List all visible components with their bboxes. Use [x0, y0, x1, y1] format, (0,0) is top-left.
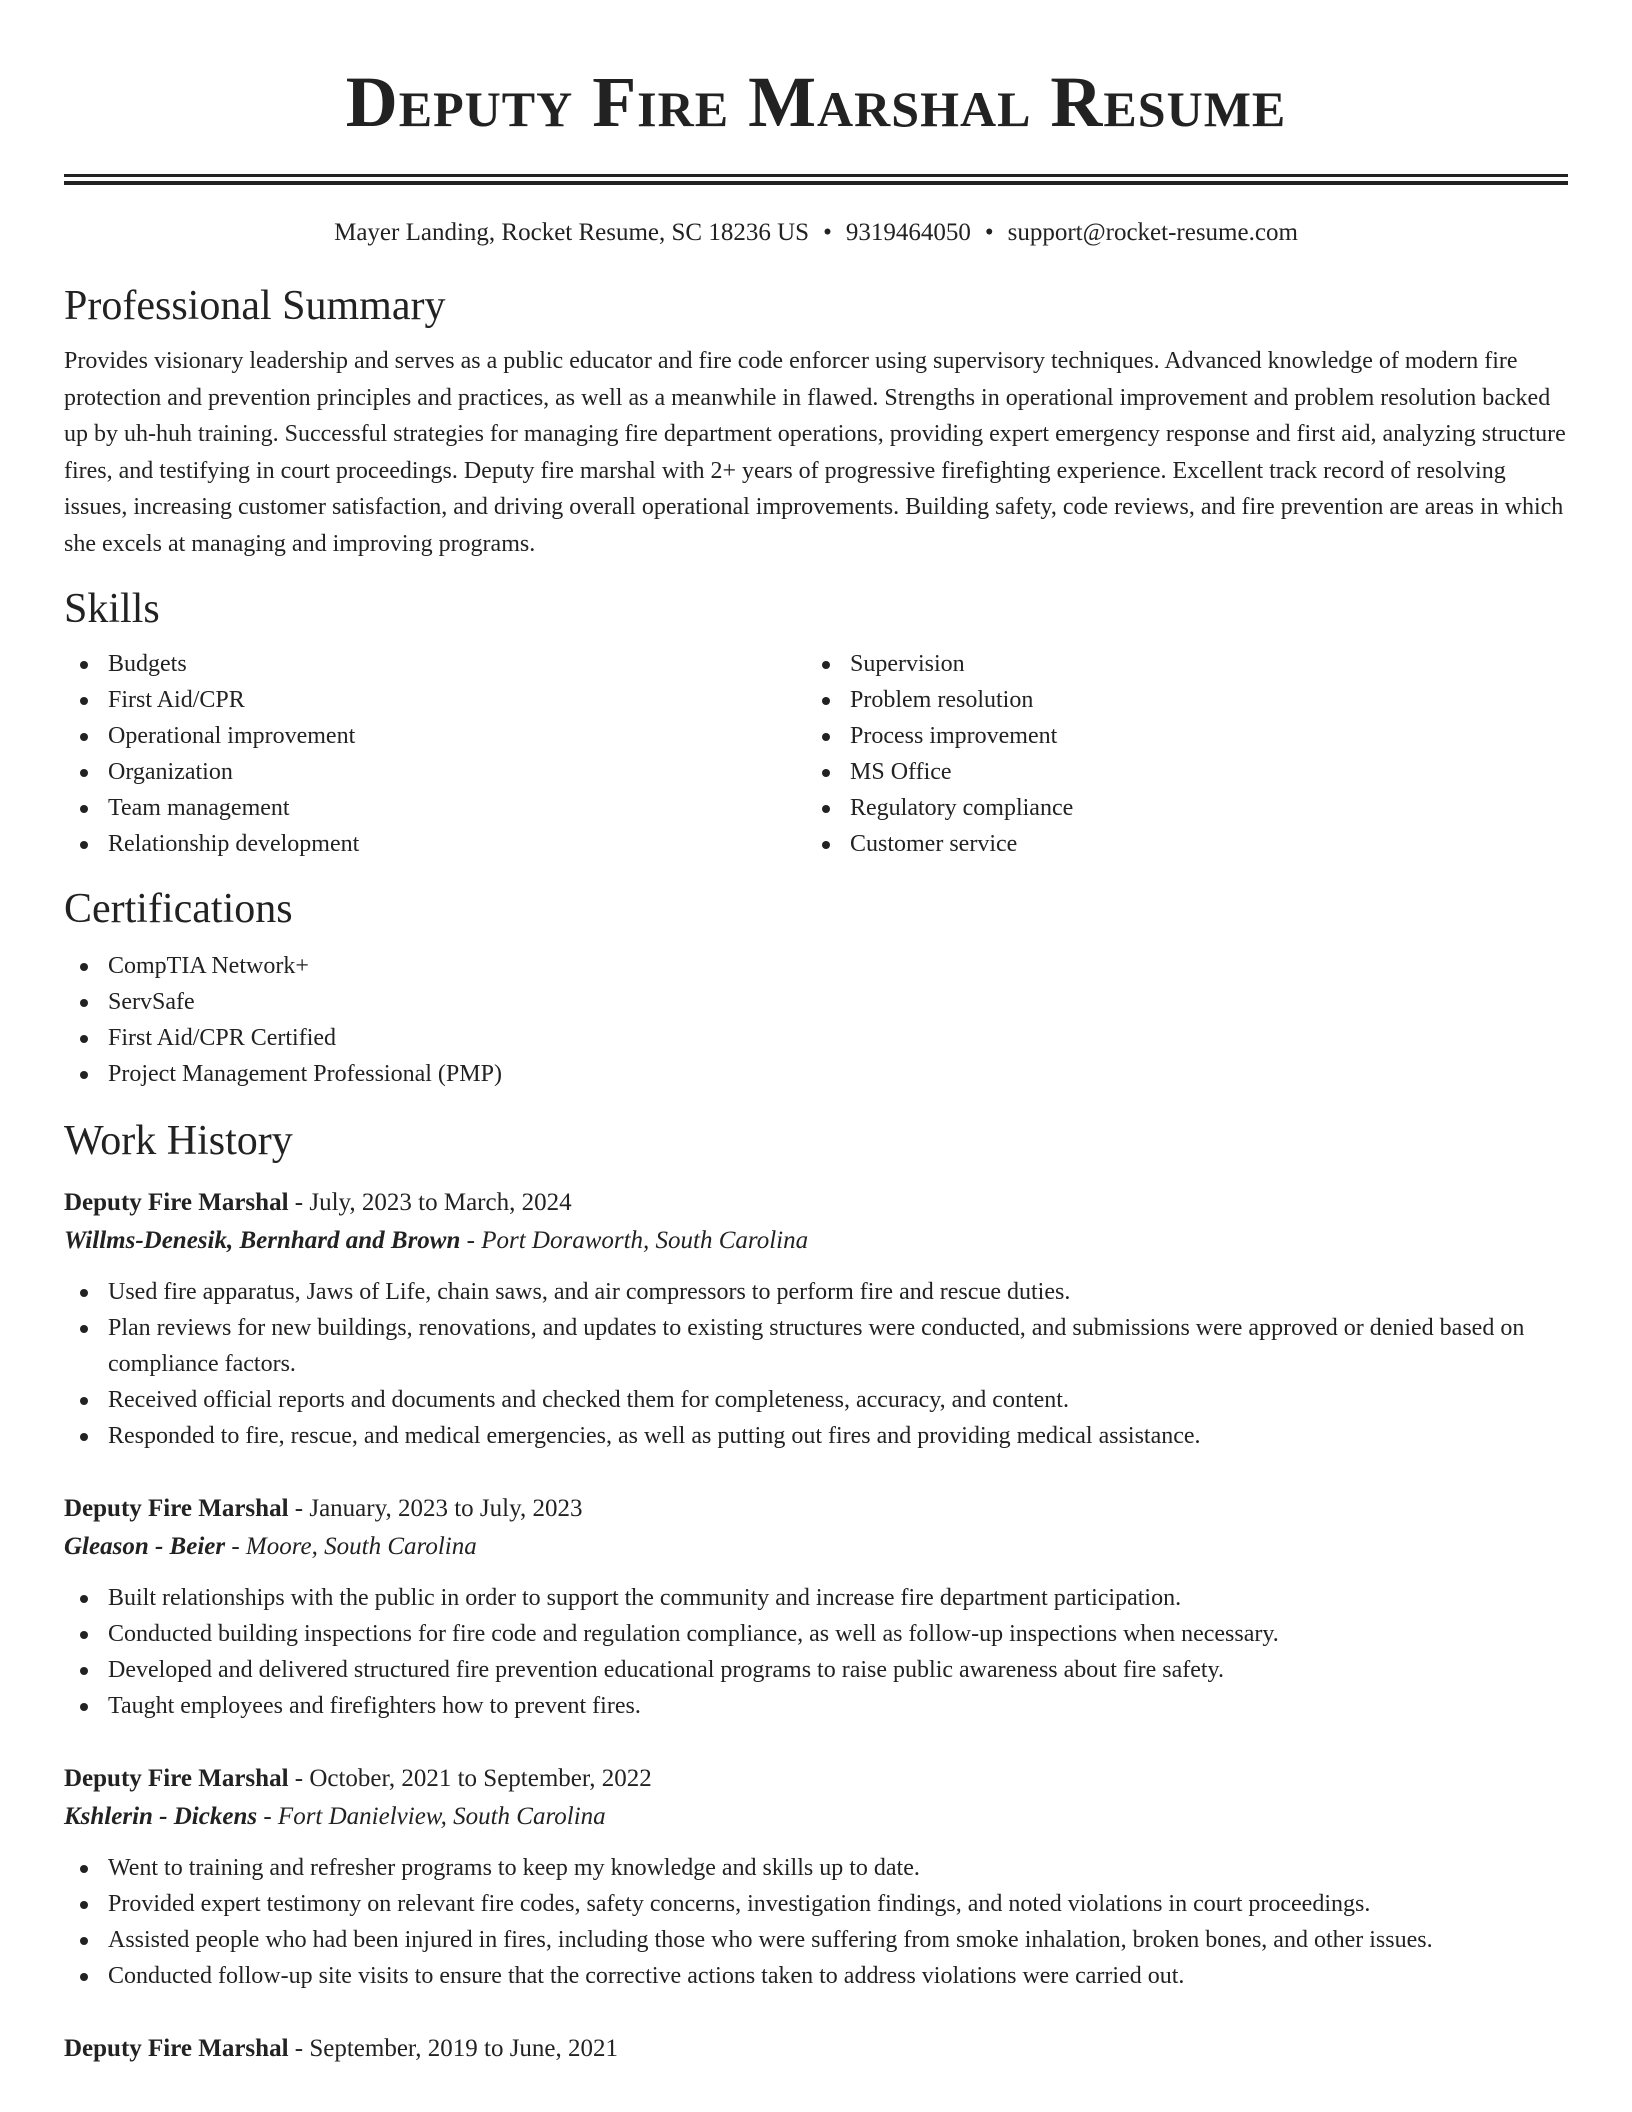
- certifications-list: [64, 948, 1568, 1092]
- job-company-line: [64, 1528, 1568, 1566]
- job-duties: [64, 1850, 1568, 1994]
- summary-text: Provides visionary leadership and serves as a public educator and fire code enforcer using supervisory techniques. Advanced knowledge of modern fire protection and prevention principles and practices, as well as a meanwhile in flawed. Strengths in operational improvement and problem resolution backed up by uh-huh training. Successful strategies for managing fire department operations, providing expert emergency response and first aid, analyzing structure fires, and testifying in court proceedings. Deputy fire marshal with 2+ years of progressive firefighting experience. Excellent track record of resolving issues, increasing customer satisfaction, and driving overall operational improvements. Building safety, code reviews, and fire prevention are areas in which she excels at managing and improving programs.: [64, 348, 1566, 557]
- job-title: Deputy Fire Marshal: [64, 1495, 289, 1522]
- duty-item: Built relationships with the public in order to support the community and increase fire department participation.: [64, 1580, 1568, 1616]
- certification-item: CompTIA Network+: [64, 948, 1568, 984]
- contact-separator: •: [984, 219, 994, 246]
- skill-item: Customer service: [806, 826, 1548, 862]
- duty-item: Responded to fire, rescue, and medical emergencies, as well as putting out fires and providing medical assistance.: [64, 1418, 1568, 1454]
- duty-item: Received official reports and documents and checked them for completeness, accuracy, and content.: [64, 1382, 1568, 1418]
- skill-item: Operational improvement: [64, 718, 806, 754]
- job-dates: - September, 2019 to June, 2021: [288, 2035, 619, 2062]
- job-duties: [64, 1580, 1568, 1724]
- job-title: Deputy Fire Marshal: [64, 2035, 289, 2062]
- contact-phone: 9319464050: [845, 219, 971, 246]
- job-header: [64, 2030, 1568, 2068]
- skill-item: Problem resolution: [806, 682, 1548, 718]
- skill-item: Team management: [64, 790, 806, 826]
- duty-item: Conducted building inspections for fire code and regulation compliance, as well as follow-up inspections when necessary.: [64, 1616, 1568, 1652]
- contact-line: [64, 217, 1568, 249]
- job-header: [64, 1490, 1568, 1528]
- skill-item: Regulatory compliance: [806, 790, 1548, 826]
- job-company: Willms-Denesik, Bernhard and Brown: [64, 1227, 461, 1254]
- skill-item: Budgets: [64, 646, 806, 682]
- duty-item: Conducted follow-up site visits to ensure that the corrective actions taken to address violations were carried out.: [64, 1958, 1568, 1994]
- job-header: [64, 1760, 1568, 1798]
- job-title: Deputy Fire Marshal: [64, 1765, 289, 1792]
- duty-item: Developed and delivered structured fire prevention educational programs to raise public awareness about fire safety.: [64, 1652, 1568, 1688]
- duty-item: Provided expert testimony on relevant fire codes, safety concerns, investigation findings, and noted violations in court proceedings.: [64, 1886, 1568, 1922]
- title-divider: [64, 174, 1568, 185]
- skill-item: First Aid/CPR: [64, 682, 806, 718]
- job-entry: [64, 1184, 1568, 1454]
- job-duties: [64, 1274, 1568, 1454]
- job-header: [64, 1184, 1568, 1222]
- job-company-line: [64, 1222, 1568, 1260]
- skill-item: Organization: [64, 754, 806, 790]
- job-location: - Port Doraworth, South Carolina: [460, 1227, 809, 1254]
- duty-item: Plan reviews for new buildings, renovations, and updates to existing structures were conducted, and submissions were approved or denied based on compliance factors.: [64, 1310, 1568, 1382]
- duty-item: Taught employees and firefighters how to prevent fires.: [64, 1688, 1568, 1724]
- skills-columns: [64, 646, 1568, 862]
- certifications-heading: Certifications: [64, 886, 293, 932]
- job-dates: - October, 2021 to September, 2022: [288, 1765, 652, 1792]
- job-dates: - July, 2023 to March, 2024: [288, 1189, 572, 1216]
- skill-item: Relationship development: [64, 826, 806, 862]
- job-location: - Moore, South Carolina: [225, 1533, 477, 1560]
- job-dates: - January, 2023 to July, 2023: [288, 1495, 583, 1522]
- skill-item: MS Office: [806, 754, 1548, 790]
- skills-list-left: [64, 646, 806, 862]
- job-entry: [64, 2030, 1568, 2068]
- duty-item: Used fire apparatus, Jaws of Life, chain saws, and air compressors to perform fire and rescue duties.: [64, 1274, 1568, 1310]
- contact-separator: •: [823, 219, 832, 246]
- job-company-line: [64, 1798, 1568, 1836]
- certification-item: First Aid/CPR Certified: [64, 1020, 1568, 1056]
- skill-item: Supervision: [806, 646, 1548, 682]
- job-entry: [64, 1490, 1568, 1724]
- summary-heading: Professional Summary: [64, 283, 446, 329]
- certification-item: Project Management Professional (PMP): [64, 1056, 1568, 1092]
- job-title: Deputy Fire Marshal: [64, 1189, 289, 1216]
- skill-item: Process improvement: [806, 718, 1548, 754]
- contact-address: Mayer Landing, Rocket Resume, SC 18236 US: [334, 219, 810, 246]
- page-title: Deputy Fire Marshal Resume: [345, 62, 1287, 142]
- skills-list-right: [806, 646, 1548, 862]
- skills-heading: Skills: [64, 586, 160, 632]
- job-location: - Fort Danielview, South Carolina: [257, 1803, 606, 1830]
- certification-item: ServSafe: [64, 984, 1568, 1020]
- duty-item: Assisted people who had been injured in fires, including those who were suffering from smoke inhalation, broken bones, and other issues.: [64, 1922, 1568, 1958]
- contact-email: support@rocket-resume.com: [1007, 219, 1298, 246]
- duty-item: Went to training and refresher programs to keep my knowledge and skills up to date.: [64, 1850, 1568, 1886]
- job-company: Kshlerin - Dickens: [64, 1803, 258, 1830]
- job-company: Gleason - Beier: [64, 1533, 226, 1560]
- job-entry: [64, 1760, 1568, 1994]
- work-history-heading: Work History: [64, 1118, 293, 1164]
